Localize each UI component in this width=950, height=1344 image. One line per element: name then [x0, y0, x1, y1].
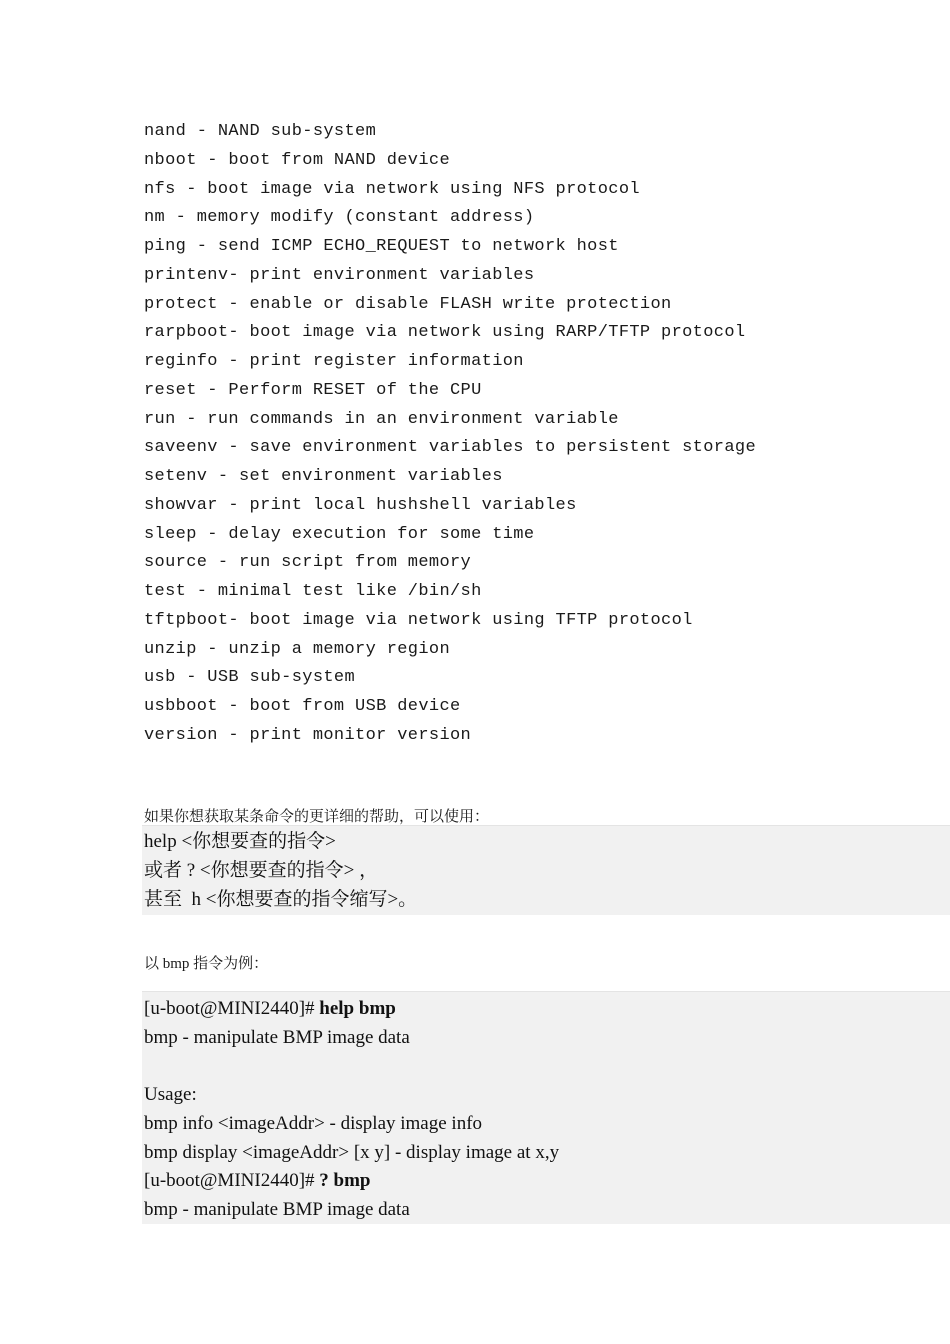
- command-line: sleep - delay execution for some time: [144, 524, 535, 544]
- command-line: usbboot - boot from USB device: [144, 697, 461, 716]
- example-output-line: bmp - manipulate BMP image data: [144, 1027, 410, 1048]
- command-line: usb - USB sub-system: [144, 668, 356, 688]
- command-line: run - run commands in an environment variable: [144, 409, 619, 429]
- command-line: nm - memory modify (constant address): [144, 208, 535, 228]
- command-line: unzip - unzip a memory region: [144, 639, 450, 659]
- shell-prompt: [u-boot@MINI2440]#: [144, 1170, 320, 1191]
- example-prompt-line-1: [144, 995, 396, 1023]
- command-line: version - print monitor version: [144, 725, 472, 745]
- command-line: source - run script from memory: [144, 553, 472, 573]
- command-line: nfs - boot image via network using NFS protocol: [144, 179, 640, 199]
- command-line: printenv- print environment variables: [144, 265, 535, 285]
- command-line: protect - enable or disable FLASH write protection: [144, 294, 672, 314]
- example-intro-text: 以 bmp 指令为例：: [144, 956, 269, 972]
- command-line: showvar - print local hushshell variables: [144, 495, 577, 515]
- help-line-3: 甚至 h <你想要查的指令缩写>。: [144, 889, 418, 910]
- command-line: saveenv - save environment variables to persistent storage: [144, 438, 756, 458]
- command-line: nand - NAND sub-system: [144, 122, 377, 141]
- command-line: tftpboot- boot image via network using TFTP protocol: [144, 610, 693, 630]
- command-list: [144, 118, 756, 751]
- command-line: setenv - set environment variables: [144, 467, 503, 486]
- example-output-line: bmp - manipulate BMP image data: [144, 1199, 410, 1220]
- command-line: ping - send ICMP ECHO_REQUEST to network host: [144, 237, 619, 256]
- command-line: reset - Perform RESET of the CPU: [144, 380, 482, 400]
- shell-prompt: [u-boot@MINI2440]#: [144, 998, 320, 1019]
- help-line-1: help <你想要查的指令>: [144, 831, 336, 852]
- usage-heading: Usage:: [144, 1084, 197, 1105]
- usage-line-2: bmp display <imageAddr> [x y] - display image at x,y: [144, 1142, 560, 1163]
- typed-command: help bmp: [319, 998, 396, 1019]
- command-line: rarpboot- boot image via network using RARP/TFTP protocol: [144, 323, 746, 343]
- help-intro-text: 如果你想获取某条命令的更详细的帮助，可以使用：: [144, 809, 490, 825]
- command-line: reginfo - print register information: [144, 352, 524, 371]
- usage-line-1: bmp info <imageAddr> - display image info: [144, 1113, 483, 1134]
- command-line: nboot - boot from NAND device: [144, 150, 450, 170]
- example-prompt-line-2: [144, 1167, 371, 1195]
- typed-command: ? bmp: [319, 1170, 371, 1191]
- command-line: test - minimal test like /bin/sh: [144, 582, 482, 601]
- help-line-2: 或者 ? <你想要查的指令> ，: [144, 860, 379, 881]
